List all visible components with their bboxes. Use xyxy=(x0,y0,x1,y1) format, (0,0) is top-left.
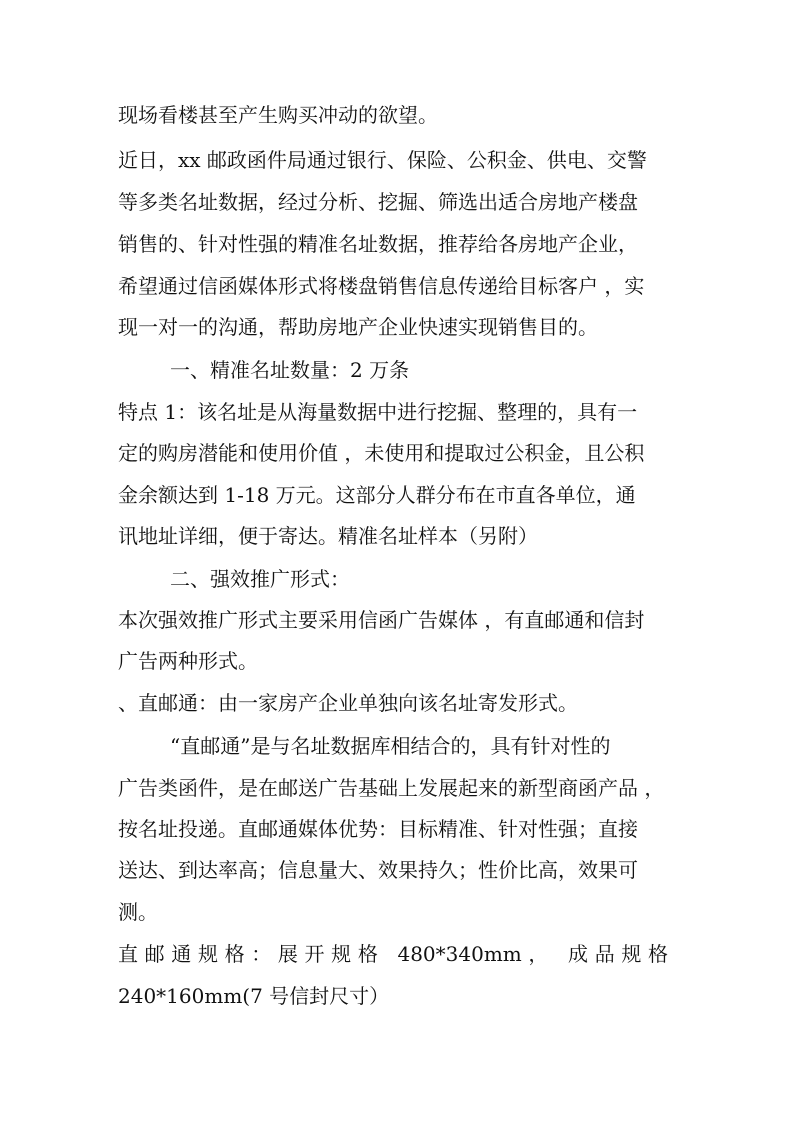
spec-line-2: 240*160mm(7 号信封尺寸） xyxy=(118,984,390,1008)
paragraph-line-14: “直邮通”是与名址数据库相结合的，具有针对性的 xyxy=(170,734,611,758)
paragraph-line-10: 讯地址详细，便于寄达。精准名址样本（另附） xyxy=(118,524,538,548)
paragraph-line-7: 特点 1：该名址是从海量数据中进行挖掘、整理的，具有一 xyxy=(118,400,638,424)
paragraph-line-13: 、直邮通：由一家房产企业单独向该名址寄发形式。 xyxy=(118,691,578,715)
paragraph-line-8: 定的购房潜能和使用价值 ，未使用和提取过公积金，且公积 xyxy=(118,441,645,465)
section-heading-1: 一、精准名址数量：2 万条 xyxy=(170,358,410,382)
paragraph-line-2: 近日，xx 邮政函件局通过银行、保险、公积金、供电、交警 xyxy=(118,148,647,172)
paragraph-line-15: 广告类函件，是在邮送广告基础上发展起来的新型商函产品 ， xyxy=(118,776,665,800)
section-heading-2: 二、强效推广形式： xyxy=(170,567,350,591)
paragraph-line-11: 本次强效推广形式主要采用信函广告媒体 ，有直邮通和信封 xyxy=(118,608,645,632)
spec-line-1: 直邮通规格：展开规格 480*340mm， 成品规格 xyxy=(118,942,668,966)
paragraph-line-17: 送达、到达率高；信息量大、效果持久；性价比高，效果可 xyxy=(118,858,638,882)
paragraph-line-12: 广告两种形式。 xyxy=(118,649,258,673)
paragraph-line-1: 现场看楼甚至产生购买冲动的欲望。 xyxy=(118,103,438,127)
paragraph-line-18: 测。 xyxy=(118,900,158,924)
paragraph-line-6: 现一对一的沟通，帮助房地产企业快速实现销售目的。 xyxy=(118,315,598,339)
paragraph-line-3: 等多类名址数据，经过分析、挖掘、筛选出适合房地产楼盘 xyxy=(118,190,638,214)
paragraph-line-9: 金余额达到 1-18 万元。这部分人群分布在市直各单位，通 xyxy=(118,483,636,507)
paragraph-line-4: 销售的、针对性强的精准名址数据，推荐给各房地产企业， xyxy=(118,232,638,256)
paragraph-line-16: 按名址投递。直邮通媒体优势：目标精准、针对性强；直接 xyxy=(118,817,638,841)
paragraph-line-5: 希望通过信函媒体形式将楼盘销售信息传递给目标客户 ，实 xyxy=(118,274,645,298)
